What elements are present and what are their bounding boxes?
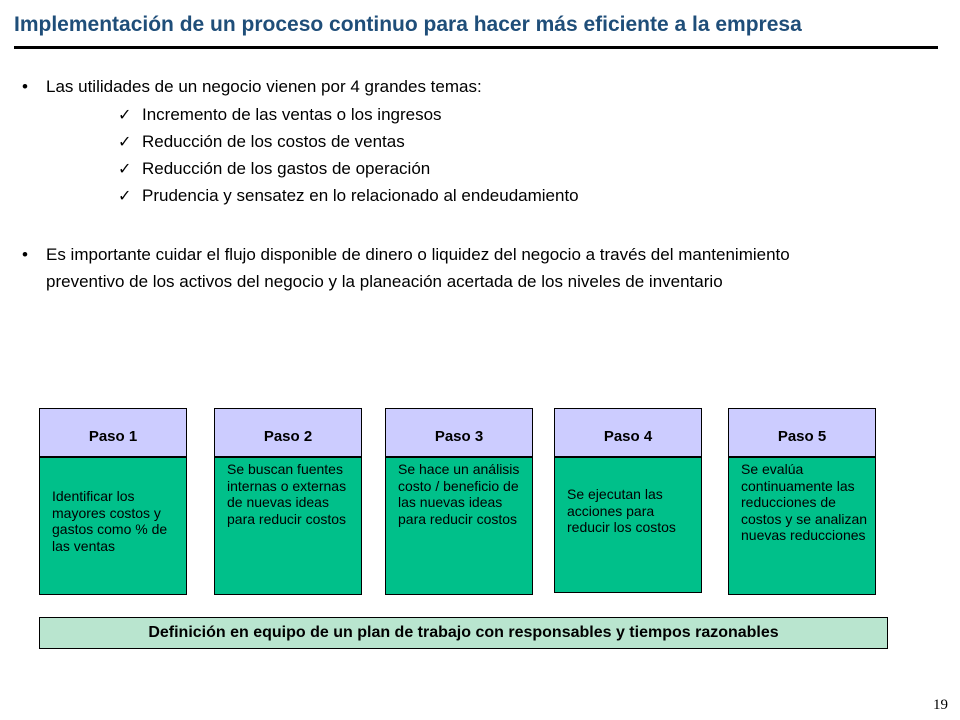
step-header — [39, 408, 187, 457]
checklist-item-text: Reducción de los gastos de operación — [142, 159, 431, 178]
step-header — [385, 408, 533, 457]
checklist-item-text: Incremento de las ventas o los ingresos — [142, 105, 442, 124]
step-header — [728, 408, 876, 457]
checklist-item — [118, 101, 579, 128]
checklist-item-text: Reducción de los costos de ventas — [142, 132, 405, 151]
bullet-marker: • — [22, 245, 28, 264]
step-label: Paso 3 — [434, 428, 484, 445]
checkmark-icon: ✓ — [118, 107, 132, 124]
step-body — [39, 457, 187, 595]
step-header — [554, 408, 702, 457]
step-body — [385, 457, 533, 595]
checklist — [118, 101, 579, 209]
checkmark-icon: ✓ — [118, 161, 132, 178]
bullet-text: Es importante cuidar el flujo disponible de dinero o liquidez del negocio a través del mantenimiento preventivo de los activos del negocio y la planeación acertada de los niveles de inventario — [46, 245, 790, 291]
step-description: Se evalúa continuamente las reducciones de costos y se analizan nuevas reducciones — [741, 461, 868, 543]
bullet-text: Las utilidades de un negocio vienen por 4 grandes temas: — [46, 77, 482, 96]
step-header — [214, 408, 362, 457]
step-body — [214, 457, 362, 595]
step-label: Paso 1 — [88, 428, 138, 445]
step-description: Se hace un análisis costo / beneficio de las nuevas ideas para reducir costos — [398, 461, 520, 527]
checklist-item — [118, 182, 579, 209]
page-number: 19 — [933, 697, 948, 713]
step-label: Paso 2 — [263, 428, 313, 445]
step-description: Identificar los mayores costos y gastos como % de las ventas — [52, 488, 168, 554]
title-divider — [14, 46, 938, 49]
page-title: Implementación de un proceso continuo para hacer más eficiente a la empresa — [14, 13, 802, 36]
checklist-item-text: Prudencia y sensatez en lo relacionado al endeudamiento — [142, 186, 579, 205]
step-body — [728, 457, 876, 595]
checkmark-icon: ✓ — [118, 188, 132, 205]
team-plan-banner: Definición en equipo de un plan de trabajo con responsables y tiempos razonables — [39, 617, 888, 649]
step-label: Paso 5 — [777, 428, 827, 445]
bullet-marker: • — [22, 77, 28, 96]
step-label: Paso 4 — [603, 428, 653, 445]
step-description: Se buscan fuentes internas o externas de nuevas ideas para reducir costos — [227, 461, 347, 527]
step-body — [554, 457, 702, 593]
checklist-item — [118, 155, 579, 182]
checkmark-icon: ✓ — [118, 134, 132, 151]
step-description: Se ejecutan las acciones para reducir los costos — [567, 486, 676, 535]
checklist-item — [118, 128, 579, 155]
